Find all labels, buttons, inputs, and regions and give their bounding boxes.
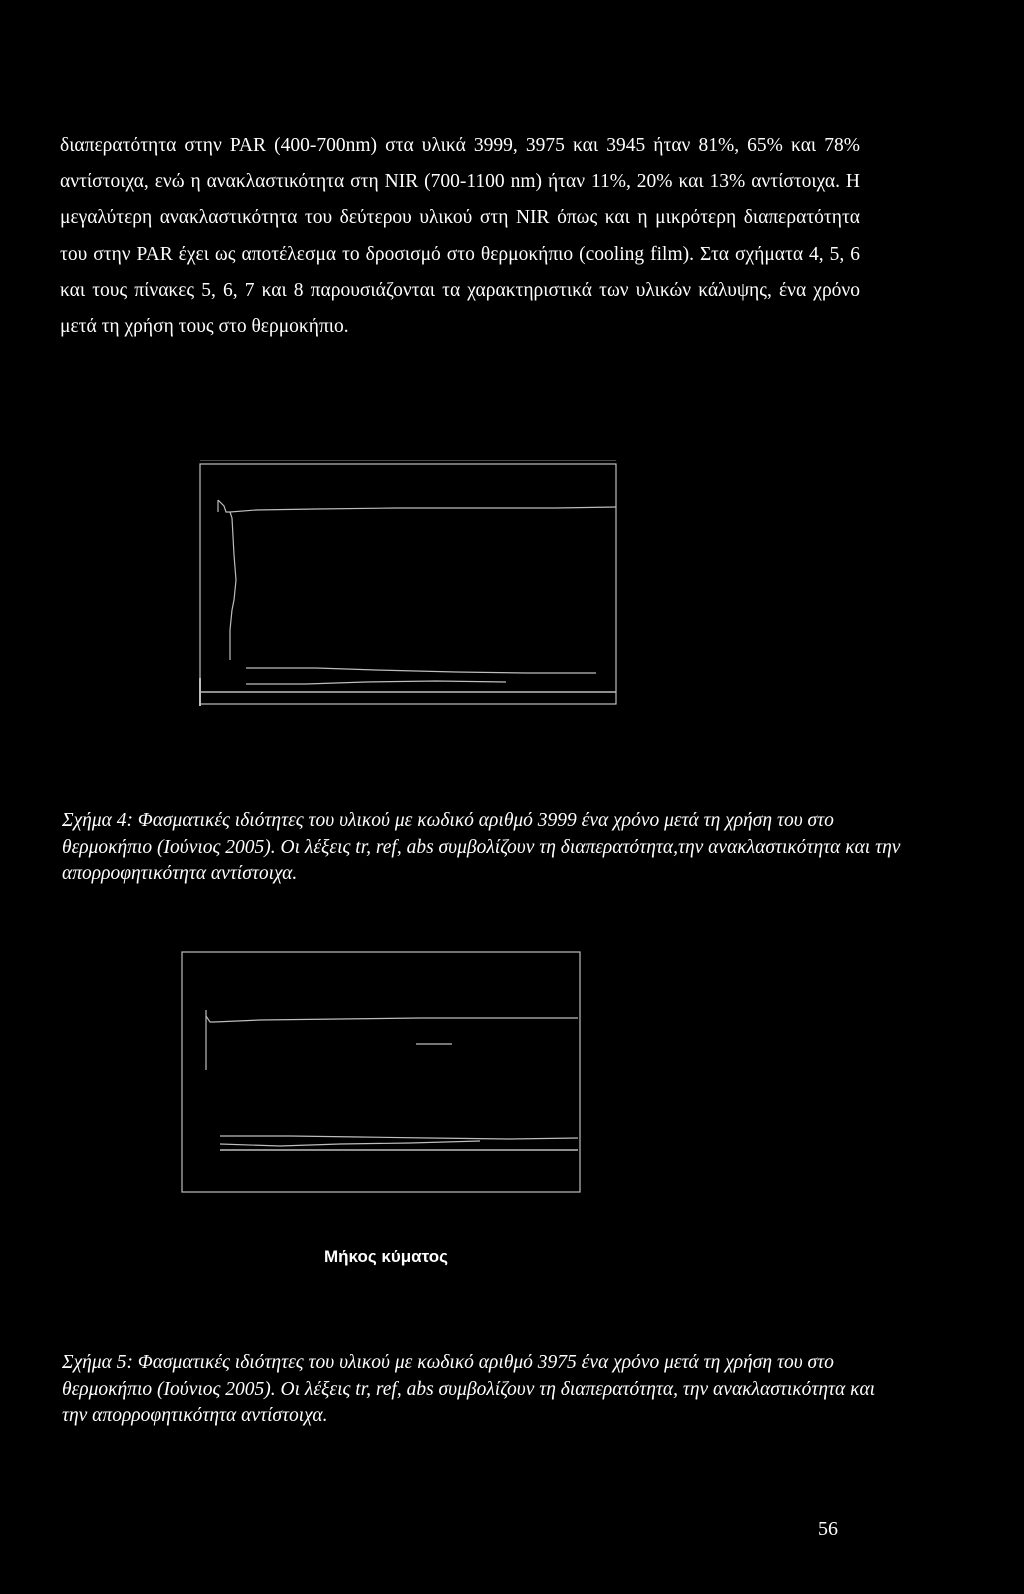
figure-5-tr-curve [206, 1016, 578, 1022]
figure-5-frame [182, 952, 580, 1192]
figure-4-abs-curve [246, 681, 506, 684]
figure-5-ref-curve [220, 1136, 578, 1139]
figure-5-plot [180, 950, 600, 1200]
figure-5-svg [180, 950, 600, 1200]
page-number: 56 [818, 1518, 838, 1540]
figure-4-svg [196, 460, 626, 720]
figure-4-caption: Σχήμα 4: Φασματικές ιδιότητες του υλικού με κωδικό αριθμό 3999 ένα χρόνο μετά τη χρήση του στο θερμοκήπιο (Ιούνιος 2005). Οι λέξεις tr, ref, abs συμβολίζουν τη διαπερατότητα,την ανακλαστικότητα και την απορροφητικότητα αντίστοιχα. [62, 810, 901, 884]
figure-4-tr-dip [230, 512, 236, 660]
figure-4-plot [196, 460, 626, 720]
body-paragraph: διαπερατότητα στην PAR (400-700nm) στα υλικά 3999, 3975 και 3945 ήταν 81%, 65% και 78% αντίστοιχα, ενώ η ανακλαστικότητα στη NIR (700-1100 nm) ήταν 11%, 20% και 13% αντίστοιχα. Η μεγαλύτερη ανακλαστικότητα του δεύτερου υλικού στη NIR όπως και η μικρότερη διαπερατότητα του στην PAR έχει ως αποτέλεσμα το δροσισμό στο θερμοκήπιο (cooling film). Στα σχήματα 4, 5, 6 και τους πίνακες 5, 6, 7 και 8 παρουσιάζονται τα χαρακτηριστικά των υλικών κάλυψης, ένα χρόνο μετά τη χρήση τους στο θερμοκήπιο. [60, 135, 860, 338]
figure-5-abs-curve [220, 1141, 480, 1146]
figure-4-ref-curve [246, 668, 596, 673]
figure-5-caption: Σχήμα 5: Φασματικές ιδιότητες του υλικού με κωδικό αριθμό 3975 ένα χρόνο μετά τη χρήση του στο θερμοκήπιο (Ιούνιος 2005). Οι λέξεις tr, ref, abs συμβολίζουν τη διαπερατότητα, την ανακλαστικότητα και την απορροφητικότητα αντίστοιχα. [62, 1352, 876, 1426]
figure-5-x-axis-label: Μήκος κύματος [324, 1247, 448, 1266]
figure-4-tr-curve [218, 500, 616, 512]
